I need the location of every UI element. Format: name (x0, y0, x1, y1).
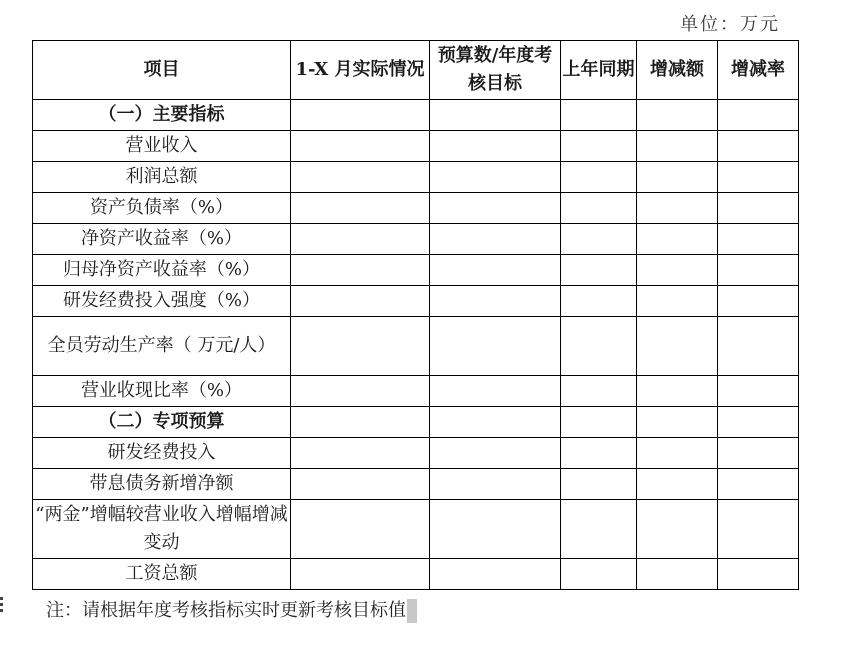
row-label: “两金”增幅较营业收入增幅增减变动 (33, 500, 291, 559)
table-row (33, 255, 799, 286)
table-row (33, 376, 799, 407)
table-cell[interactable] (561, 100, 637, 131)
table-cell[interactable] (430, 100, 561, 131)
table-cell[interactable] (430, 131, 561, 162)
table-body (33, 100, 799, 590)
footnote-text: 注：请根据年度考核指标实时更新考核目标值 (46, 600, 406, 621)
budget-table (32, 40, 799, 590)
table-row (33, 286, 799, 317)
table-row (33, 162, 799, 193)
table-cell[interactable] (430, 317, 561, 376)
table-cell[interactable] (430, 193, 561, 224)
header-actual: 1-X 月实际情况 (291, 41, 430, 100)
row-label: 归母净资产收益率（%） (33, 255, 291, 286)
table-cell[interactable] (718, 224, 799, 255)
row-label: 研发经费投入强度（%） (33, 286, 291, 317)
table-cell[interactable] (718, 255, 799, 286)
table-cell[interactable] (561, 500, 637, 559)
table-row (33, 438, 799, 469)
table-cell[interactable] (718, 286, 799, 317)
table-cell[interactable] (430, 438, 561, 469)
table-cell[interactable] (637, 438, 718, 469)
table-cell[interactable] (430, 162, 561, 193)
footnote (46, 596, 417, 623)
table-cell[interactable] (561, 255, 637, 286)
header-change-amount: 增减额 (637, 41, 718, 100)
table-cell[interactable] (637, 376, 718, 407)
table-section-row (33, 100, 799, 131)
table-cell[interactable] (291, 255, 430, 286)
table-cell[interactable] (637, 224, 718, 255)
drag-handle-icon[interactable] (0, 597, 4, 617)
table-cell[interactable] (291, 438, 430, 469)
table-cell[interactable] (718, 407, 799, 438)
table-row (33, 224, 799, 255)
table-cell[interactable] (718, 317, 799, 376)
table-cell[interactable] (561, 286, 637, 317)
table-cell[interactable] (291, 376, 430, 407)
table-cell[interactable] (637, 559, 718, 590)
table-row (33, 193, 799, 224)
section-label: （一）主要指标 (33, 100, 291, 131)
table-cell[interactable] (637, 162, 718, 193)
table-row (33, 559, 799, 590)
table-cell[interactable] (430, 407, 561, 438)
table-cell[interactable] (637, 317, 718, 376)
row-label: 利润总额 (33, 162, 291, 193)
table-cell[interactable] (637, 255, 718, 286)
table-cell[interactable] (561, 469, 637, 500)
row-label: 营业收入 (33, 131, 291, 162)
table-cell[interactable] (637, 500, 718, 559)
table-cell[interactable] (718, 559, 799, 590)
row-label: 净资产收益率（%） (33, 224, 291, 255)
table-cell[interactable] (291, 500, 430, 559)
table-cell[interactable] (637, 407, 718, 438)
table-cell[interactable] (561, 407, 637, 438)
table-cell[interactable] (430, 469, 561, 500)
table-cell[interactable] (561, 317, 637, 376)
table-cell[interactable] (291, 559, 430, 590)
row-label: 带息债务新增净额 (33, 469, 291, 500)
table-cell[interactable] (291, 407, 430, 438)
table-cell[interactable] (291, 131, 430, 162)
unit-label: 单位：万元 (680, 14, 780, 35)
table-cell[interactable] (561, 224, 637, 255)
row-label: 全员劳动生产率（ 万元/人） (33, 317, 291, 376)
table-cell[interactable] (718, 500, 799, 559)
table-header-row (33, 41, 799, 100)
table-cell[interactable] (291, 317, 430, 376)
section-label: （二）专项预算 (33, 407, 291, 438)
table-cell[interactable] (430, 559, 561, 590)
table-cell[interactable] (637, 469, 718, 500)
table-cell[interactable] (718, 438, 799, 469)
table-cell[interactable] (718, 162, 799, 193)
row-label: 营业收现比率（%） (33, 376, 291, 407)
table-cell[interactable] (718, 131, 799, 162)
table-cell[interactable] (718, 100, 799, 131)
table-row (33, 131, 799, 162)
table-cell[interactable] (291, 224, 430, 255)
table-row (33, 500, 799, 559)
table-cell[interactable] (561, 559, 637, 590)
header-change-rate: 增减率 (718, 41, 799, 100)
table-cell[interactable] (291, 469, 430, 500)
table-cell[interactable] (561, 193, 637, 224)
table-cell[interactable] (430, 376, 561, 407)
table-cell[interactable] (561, 376, 637, 407)
table-cell[interactable] (430, 255, 561, 286)
table-cell[interactable] (561, 438, 637, 469)
table-cell[interactable] (291, 193, 430, 224)
table-cell[interactable] (718, 376, 799, 407)
header-budget-target: 预算数/年度考核目标 (430, 41, 561, 100)
row-label: 资产负债率（%） (33, 193, 291, 224)
table-cell[interactable] (561, 131, 637, 162)
table-cell[interactable] (291, 286, 430, 317)
header-item: 项目 (33, 41, 291, 100)
table-cell[interactable] (430, 224, 561, 255)
table-cell[interactable] (718, 193, 799, 224)
table-cell[interactable] (637, 193, 718, 224)
table-row (33, 469, 799, 500)
table-cell[interactable] (430, 500, 561, 559)
table-cell[interactable] (637, 131, 718, 162)
text-cursor (407, 599, 417, 623)
table-cell[interactable] (291, 100, 430, 131)
table-cell[interactable] (637, 100, 718, 131)
table-section-row (33, 407, 799, 438)
row-label: 工资总额 (33, 559, 291, 590)
table-cell[interactable] (718, 469, 799, 500)
table-cell[interactable] (291, 162, 430, 193)
table-cell[interactable] (430, 286, 561, 317)
table-cell[interactable] (561, 162, 637, 193)
row-label: 研发经费投入 (33, 438, 291, 469)
table-cell[interactable] (637, 286, 718, 317)
header-last-year: 上年同期 (561, 41, 637, 100)
table-row (33, 317, 799, 376)
